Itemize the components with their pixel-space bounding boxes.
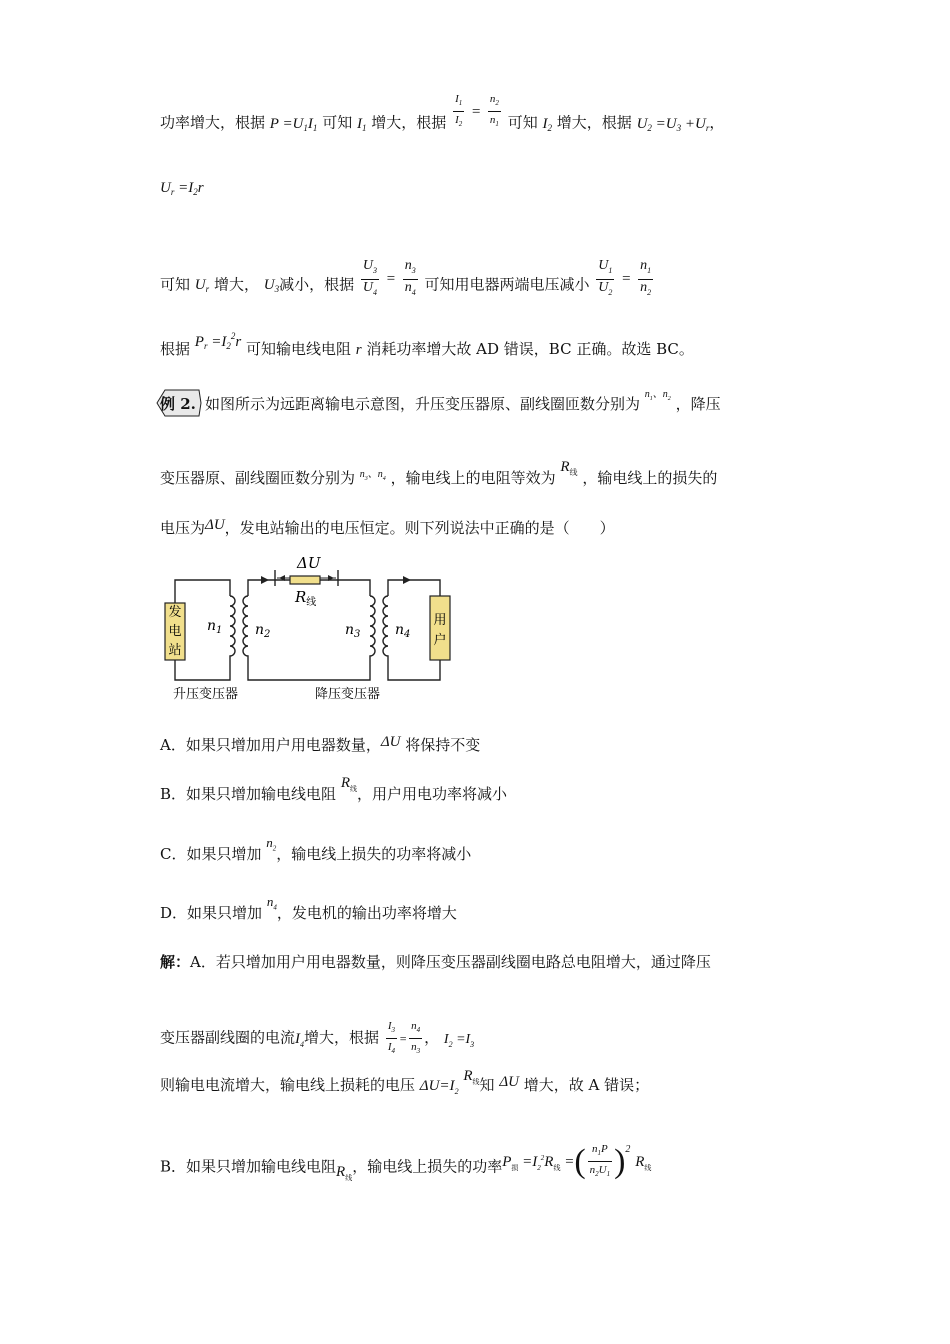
eq-p-u1i1: $P =U_1I_1$: [269, 115, 318, 133]
para4-r: r: [355, 342, 362, 358]
para3-text-4: 可知用电器两端电压减小: [424, 275, 590, 294]
eq-i2: $I_2$: [542, 115, 552, 133]
example-text-1a: 如图所示为远距离输电示意图，升压变压器原、副线圈匝数分别为: [205, 395, 641, 413]
solution-line-2: 变压器副线圈的电流$I_4$增大，根据 $\frac{I_3}{I_4}$ = $\frac{n_4}{n_3}$ ， $I_2 =I_3$: [160, 1018, 474, 1059]
eq-delta-u: ΔU: [205, 517, 225, 533]
example-line-2: [160, 459, 718, 495]
frac-i1-i2: $\frac{I_1}{I_2}$: [455, 93, 463, 129]
option-a-delta-u: ΔU: [380, 734, 401, 750]
eq-du: $\Delta U=I_2$: [419, 1078, 459, 1096]
eq-ur-u: U: [160, 180, 171, 196]
option-c-text-2: ，输电线上损失的功率将减小: [276, 845, 472, 863]
option-b-r: $R_线$: [340, 775, 357, 793]
para3-text-3: 减小，根据: [279, 275, 355, 294]
label-n3: $n_3$: [345, 622, 361, 640]
station-char-1: 发: [168, 605, 182, 620]
para1-text-4: 可知: [507, 113, 538, 132]
example-text-1b: ，降压: [675, 395, 721, 413]
solution-i4: $I_4$: [295, 1030, 305, 1049]
eq-ur-inline: $U_r$: [194, 277, 210, 295]
solution-line-1: [160, 952, 711, 972]
frac-n4-n3: $\frac{n_4}{n_3}$: [411, 1020, 421, 1056]
example-text-2b: ，输电线上的电阻等效为: [390, 469, 556, 487]
eq-i1: $I_1$: [356, 115, 367, 133]
para1-text-3: 增大，根据: [371, 113, 447, 132]
solution-r-line: $R_线$: [463, 1068, 480, 1086]
para3-text-1: 可知: [160, 275, 191, 294]
frac-i3-i4: $\frac{I_3}{I_4}$: [387, 1020, 395, 1056]
option-c: [160, 835, 472, 871]
solution-text-4b: ，输电线上损失的功率: [352, 1157, 503, 1176]
frac-n2-n1: $\frac{n_2}{n_1}$: [489, 93, 499, 129]
frac-u3-u4: $\frac{U_3}{U_4}$: [362, 258, 377, 297]
eq-ur-sub2: 2: [193, 187, 198, 197]
para1-text-5: 增大，根据: [556, 113, 632, 132]
frac-n1p-n2u1: $\frac{n_1P}{n_2U_1}$: [589, 1143, 611, 1179]
para4-text-1: 根据: [160, 340, 191, 358]
eq-i2-i3: $I_2 =I_3$: [443, 1031, 475, 1049]
para3-line: 可知 $U_r$ 增大， $U_3$减小，根据 $\frac{U_3}{U_4}$ = $\frac{n_3}{n_4}$ 可知用电器两端电压减小 $\frac{U_1}{U_2}$ = $\frac{n_1}{n_2}$: [160, 264, 655, 307]
resistor: [290, 576, 320, 584]
eq-ur: [160, 178, 204, 202]
example-text-2c: ，输电线上的损失的: [582, 469, 718, 487]
eq-u2: $U_2 =U_3 +U_r$: [636, 115, 710, 133]
para4-text-3: 消耗功率增大故 AD 错误，BC 正确。故选 BC。: [366, 340, 694, 358]
frac-n1-n2: $\frac{n_1}{n_2}$: [640, 258, 652, 297]
option-a-text-2: 将保持不变: [405, 736, 481, 754]
para1-text-6: ，: [709, 113, 725, 132]
solution-r-line-2: $R_线$: [336, 1163, 353, 1182]
solution-r-line-3: $R_线$: [635, 1153, 652, 1172]
frac-n3-n4: $\frac{n_3}{n_4}$: [404, 258, 416, 297]
para4-line: [160, 331, 694, 364]
para4-text-2: 可知输电线电阻: [245, 340, 351, 358]
para3-text-2: 增大，: [213, 275, 259, 294]
option-c-text-1: C．如果只增加: [160, 845, 262, 863]
eq-pr: $P_r =I_2^2r$: [194, 331, 242, 351]
para1-text-2: 可知: [322, 113, 353, 132]
eq-r-line: $R_线$: [560, 459, 578, 477]
option-d-text-2: ，发电机的输出功率将增大: [276, 904, 457, 922]
eq-ur-rest: =I: [178, 180, 194, 196]
station-char-3: 站: [168, 643, 182, 658]
label-n2: $n_2$: [255, 622, 271, 640]
solution-text-2b: 增大，根据: [304, 1028, 380, 1047]
user-char-2: 户: [433, 633, 447, 648]
para1-text-1: 功率增大，根据: [160, 113, 266, 132]
user-box: [430, 596, 450, 660]
example-line-3: [160, 518, 615, 539]
example-text-3a: 电压为: [160, 519, 206, 537]
solution-text-3c: 增大，故 A 错误；: [523, 1076, 650, 1094]
label-step-up: 升压变压器: [173, 687, 239, 702]
solution-text-3b: 知: [479, 1076, 495, 1094]
solution-line-3: [160, 1068, 650, 1102]
eq-p-loss: $P_损 =I_2^2R_线$ =: [502, 1153, 575, 1172]
option-d-n4: $n_4$: [266, 894, 277, 912]
eq-u3: $U_3$: [263, 277, 280, 295]
solution-line-4: B．如果只增加输电线电阻$R_线$，输电线上损失的功率$P_损 =I_2^2R_线$ =( $\frac{n_1P}{n_2U_1}$ )$^2$ $R_线$: [160, 1142, 652, 1182]
transmission-diagram: [155, 548, 455, 708]
label-r-line: $R_线$: [295, 588, 317, 608]
solution-text-4a: B．如果只增加输电线电阻: [160, 1157, 337, 1176]
option-c-n2: $n_2$: [266, 835, 277, 853]
example-line-1: [205, 389, 721, 421]
example-tag: 例 2.: [160, 395, 196, 413]
option-d-text-1: D．如果只增加: [160, 904, 263, 922]
solution-text-1: A．若只增加用户用电器数量，则降压变压器副线圈电路总电阻增大，通过降压: [190, 953, 711, 971]
example-text-2a: 变压器原、副线圈匝数分别为: [160, 469, 356, 487]
eq-ur-end: r: [197, 180, 204, 196]
solution-label: 解：: [160, 953, 191, 971]
example-text-3b: ，发电站输出的电压恒定。则下列说法中正确的是（ ）: [224, 519, 615, 537]
para1-line: 功率增大，根据 $P =U_1I_1$ 可知 $I_1$ 增大，根据 $\frac{I_1}{I_2}$ = $\frac{n_2}{n_1}$ 可知 $I_2$ 增大，根据 $U_2 =U_3 +U_r$，: [160, 93, 725, 133]
label-n4: $n_4$: [395, 622, 411, 640]
option-b: [160, 775, 507, 811]
label-n1: $n_1$: [207, 618, 223, 636]
solution-text-2c: ，: [424, 1028, 440, 1047]
option-a-text-1: A．如果只增加用户用电器数量，: [160, 736, 381, 754]
option-b-text-1: B．如果只增加输电线电阻: [160, 785, 337, 803]
eq-n1-n2-inline: n1、n2: [644, 389, 671, 402]
solution-text-2a: 变压器副线圈的电流: [160, 1028, 296, 1047]
user-char-1: 用: [433, 613, 447, 628]
option-b-text-2: ，用户用电功率将减小: [356, 785, 507, 803]
option-a: [160, 735, 480, 756]
solution-delta-u: ΔU: [499, 1074, 519, 1090]
label-step-down: 降压变压器: [315, 687, 381, 702]
solution-text-3a: 则输电电流增大，输电线上损耗的电压: [160, 1076, 416, 1094]
station-char-2: 电: [168, 624, 182, 639]
eq-ur-sub: r: [170, 187, 175, 197]
frac-u1-u2: $\frac{U_1}{U_2}$: [598, 258, 613, 297]
label-delta-u: ΔU: [297, 554, 321, 572]
eq-n3-n4-inline: n3、n4: [359, 469, 386, 482]
option-d: [160, 894, 457, 930]
